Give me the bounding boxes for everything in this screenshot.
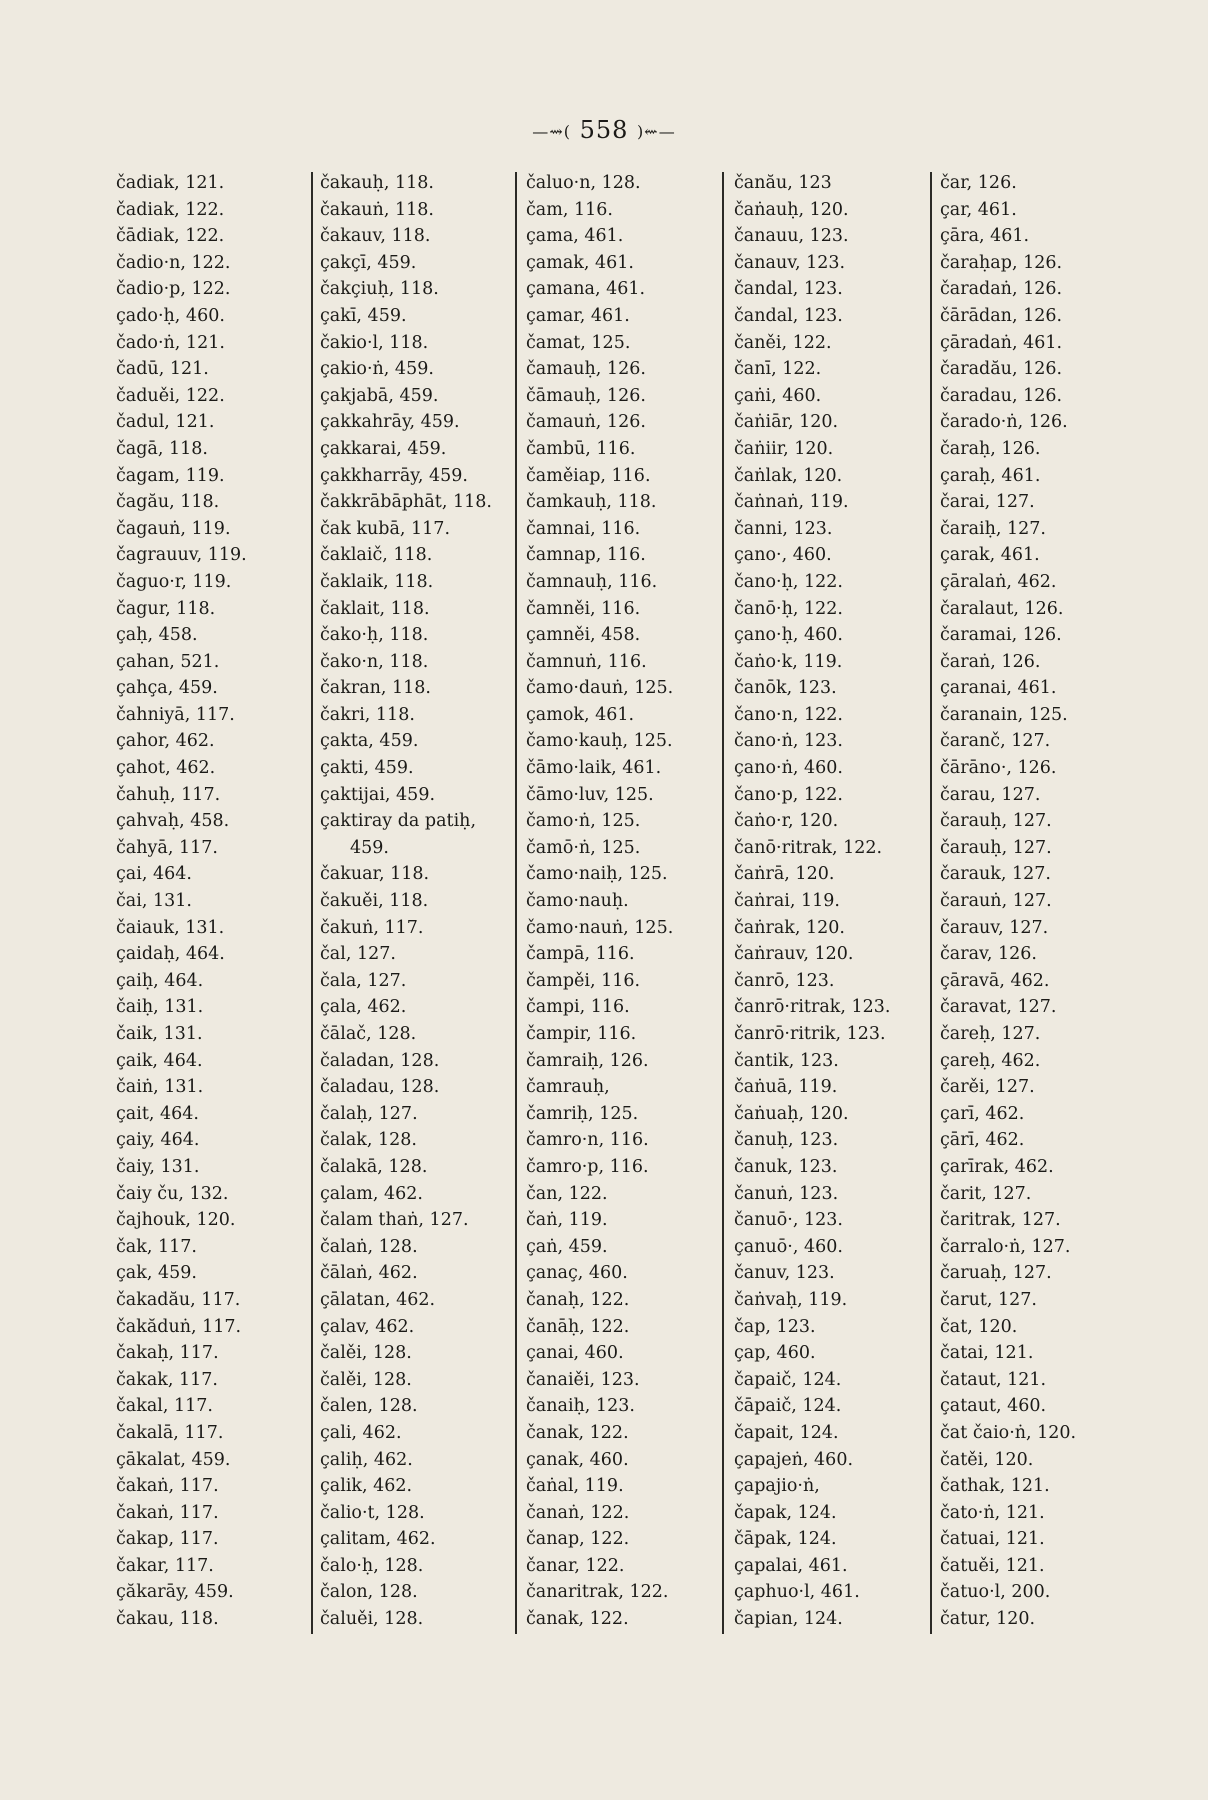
index-entry: čanōk, 123. [734, 678, 837, 699]
index-entry: čaguo·r, 119. [116, 571, 232, 592]
index-entry: çanak, 460. [526, 1449, 629, 1470]
index-entry: çāradaṅ, 461. [940, 332, 1063, 353]
index-entry: čanrō·ritrik, 123. [734, 1024, 886, 1044]
index-entry: čatěi, 120. [940, 1449, 1034, 1470]
index-entry: čatuai, 121. [940, 1529, 1045, 1550]
index-entry: çalav, 462. [320, 1316, 415, 1337]
index-entry: čāmauḥ, 126. [526, 385, 646, 406]
index-entry: čakio·l, 118. [320, 332, 429, 353]
index-entry: čaradau, 126. [940, 385, 1063, 406]
index-entry: čarěi, 127. [940, 1077, 1035, 1098]
index-entry: çahça, 459. [116, 678, 218, 699]
index-entry: čak, 117. [116, 1236, 197, 1257]
index-entry: çanai, 460. [526, 1343, 624, 1364]
index-entry: čatur, 120. [940, 1609, 1036, 1630]
index-entry: çak, 459. [116, 1263, 197, 1284]
index-entry: čaklaik, 118. [320, 571, 434, 592]
index-entry: čalěi, 128. [320, 1369, 412, 1390]
index-entry: čaritrak, 127. [940, 1210, 1061, 1231]
index-entry: čakran, 118. [320, 678, 431, 699]
index-entry: čalam thaṅ, 127. [320, 1210, 469, 1231]
index-entry: čaluěi, 128. [320, 1609, 424, 1630]
index-entry: çaiḥ, 464. [116, 970, 204, 991]
index-entry: čahyā, 117. [116, 837, 218, 858]
index-entry: čadul, 121. [116, 412, 215, 433]
right-ornament: )⇜— [637, 122, 676, 141]
index-column-4 [734, 170, 890, 1633]
index-entry: çāralaṅ, 462. [940, 571, 1057, 592]
index-entry: čaṅ, 119. [526, 1210, 608, 1231]
index-entry: čarauḥ, 127. [940, 837, 1052, 858]
index-entry: čaṅnaṅ, 119. [734, 492, 849, 513]
index-entry: čareḥ, 127. [940, 1024, 1041, 1044]
index-entry: çāra, 461. [940, 226, 1030, 247]
index-entry: čano·n, 122. [734, 704, 843, 725]
index-entry: čarado·ṅ, 126. [940, 412, 1068, 433]
index-entry: čaṅauḥ, 120. [734, 199, 849, 220]
index-entry: çālatan, 462. [320, 1289, 436, 1310]
index-entry: čalio·t, 128. [320, 1502, 425, 1523]
index-entry: čaklaič, 118. [320, 545, 433, 566]
index-entry: čano·p, 122. [734, 784, 843, 805]
index-entry: çahvaḥ, 458. [116, 811, 230, 832]
index-entry: čantik, 123. [734, 1050, 839, 1071]
index-entry: čamo·dauṅ, 125. [526, 678, 674, 699]
index-entry: čamkauḥ, 118. [526, 492, 657, 513]
index-entry: çakçī, 459. [320, 252, 417, 273]
index-entry: čanuḥ, 123. [734, 1130, 839, 1151]
index-entry: çano·ḥ, 460. [734, 625, 843, 646]
index-entry: čādiak, 122. [116, 226, 225, 247]
index-entry: čarit, 127. [940, 1183, 1032, 1204]
index-entry: čakuṅ, 117. [320, 917, 424, 938]
index-entry: čakaṅ, 117. [116, 1476, 219, 1497]
index-entry: čakap, 117. [116, 1529, 219, 1550]
index-entry: çamar, 461. [526, 305, 630, 326]
index-entry: čamō·ṅ, 125. [526, 837, 641, 858]
index-entry: čāpaič, 124. [734, 1396, 842, 1417]
index-entry: čandal, 123. [734, 305, 843, 326]
index-entry: čaṅrauv, 120. [734, 944, 854, 965]
index-entry: čarralo·ṅ, 127. [940, 1236, 1071, 1257]
index-entry: čagău, 118. [116, 492, 220, 513]
index-entry: čamro·n, 116. [526, 1130, 649, 1151]
index-entry: čaṅuaḥ, 120. [734, 1103, 849, 1124]
index-entry: čarut, 127. [940, 1289, 1037, 1310]
index-entry: çakti, 459. [320, 758, 414, 779]
index-entry: čālač, 128. [320, 1024, 417, 1044]
index-entry: čamnauḥ, 116. [526, 571, 658, 592]
index-entry: čalaṅ, 128. [320, 1236, 418, 1257]
index-entry: čakauḥ, 118. [320, 173, 434, 193]
index-entry: çāravā, 462. [940, 970, 1050, 991]
index-entry: čanrō, 123. [734, 970, 835, 991]
index-entry: čaṅo·k, 119. [734, 651, 843, 672]
index-entry: čalen, 128. [320, 1396, 418, 1417]
index-entry: čaravat, 127. [940, 997, 1057, 1018]
index-entry: çamana, 461. [526, 279, 646, 300]
index-entry: čaradău, 126. [940, 359, 1063, 380]
index-entry: čamněi, 116. [526, 598, 641, 619]
index-entry: čapait, 124. [734, 1422, 839, 1443]
index-entry: čamo·ṅ, 125. [526, 811, 641, 832]
index-entry: çaranai, 461. [940, 678, 1057, 699]
index-entry: čaranain, 125. [940, 704, 1068, 725]
index-entry: čalakā, 128. [320, 1156, 428, 1177]
index-entry: čaluo·n, 128. [526, 173, 641, 193]
index-entry: çapalai, 461. [734, 1555, 848, 1576]
page-header [0, 116, 1208, 144]
index-entry: čagauṅ, 119. [116, 518, 231, 539]
index-entry: čatai, 121. [940, 1343, 1034, 1364]
index-entry: čaiy, 131. [116, 1156, 200, 1177]
index-entry: čampi, 116. [526, 997, 630, 1018]
index-entry: čaṅiir, 120. [734, 438, 834, 459]
index-entry: čakauṅ, 118. [320, 199, 434, 220]
index-entry: čaněi, 122. [734, 332, 832, 353]
index-entry: çataut, 460. [940, 1396, 1047, 1417]
index-entry: çakkharrāy, 459. [320, 465, 468, 486]
index-entry: čanap, 122. [526, 1529, 630, 1550]
index-entry: čaradaṅ, 126. [940, 279, 1063, 300]
index-entry: čamrauḥ, [526, 1077, 610, 1098]
index-entry: čaraṅ, 126. [940, 651, 1041, 672]
index-entry: çapajeṅ, 460. [734, 1449, 854, 1470]
column-divider [311, 172, 313, 1634]
column-divider [722, 172, 724, 1634]
index-entry: čanni, 123. [734, 518, 833, 539]
index-entry: čakar, 117. [116, 1555, 214, 1576]
index-entry: čanar, 122. [526, 1555, 625, 1576]
index-entry: çamok, 461. [526, 704, 635, 725]
index-entry: čaduěi, 122. [116, 385, 225, 406]
index-entry: čadiak, 121. [116, 173, 225, 193]
index-entry: çăkarāy, 459. [116, 1582, 234, 1603]
index-entry: čanaiḥ, 123. [526, 1396, 635, 1417]
index-entry: čagrauuv, 119. [116, 545, 247, 566]
index-entry: čamo·naiḥ, 125. [526, 864, 668, 885]
index-entry: čalo·ḥ, 128. [320, 1555, 424, 1576]
index-column-1 [116, 170, 247, 1633]
index-entry: čak kubā, 117. [320, 518, 451, 539]
index-entry: čagā, 118. [116, 438, 208, 459]
index-entry: čajhouk, 120. [116, 1210, 236, 1231]
index-entry: çakjabā, 459. [320, 385, 439, 406]
index-entry: çar, 461. [940, 199, 1017, 220]
index-entry: čāmo·laik, 461. [526, 758, 662, 779]
index-entry: 459. [350, 837, 389, 858]
index-entry: čamraiḥ, 126. [526, 1050, 649, 1071]
index-entry: čanauu, 123. [734, 226, 849, 247]
index-entry: çaliḥ, 462. [320, 1449, 413, 1470]
index-entry: čathak, 121. [940, 1476, 1050, 1497]
index-column-3 [526, 170, 673, 1633]
index-entry: čaladau, 128. [320, 1077, 440, 1098]
index-entry: čaiy ču, 132. [116, 1183, 229, 1204]
index-entry: čamnuṅ, 116. [526, 651, 647, 672]
index-entry: çanuō·, 460. [734, 1236, 843, 1257]
index-entry: čanuv, 123. [734, 1263, 835, 1284]
index-entry: čamo·kauḥ, 125. [526, 731, 673, 752]
index-entry: čako·n, 118. [320, 651, 429, 672]
index-entry: čanuō·, 123. [734, 1210, 843, 1231]
index-entry: çahan, 521. [116, 651, 220, 672]
index-entry: çait, 464. [116, 1103, 199, 1124]
index-entry: çaktijai, 459. [320, 784, 436, 805]
index-entry: čakadău, 117. [116, 1289, 241, 1310]
index-entry: çakī, 459. [320, 305, 407, 326]
index-entry: čanuṅ, 123. [734, 1183, 839, 1204]
index-entry: čakçiuḥ, 118. [320, 279, 439, 300]
index-entry: čaiṅ, 131. [116, 1077, 204, 1098]
index-entry: çahor, 462. [116, 731, 215, 752]
index-entry: čai, 131. [116, 891, 192, 912]
index-entry: čāmo·luv, 125. [526, 784, 654, 805]
index-entry: čaṅuā, 119. [734, 1077, 838, 1098]
index-entry: čaraiḥ, 127. [940, 518, 1046, 539]
index-entry: čaranč, 127. [940, 731, 1051, 752]
index-entry: čampir, 116. [526, 1024, 637, 1044]
index-entry: çarī, 462. [940, 1103, 1025, 1124]
index-entry: çakkarai, 459. [320, 438, 447, 459]
index-entry: čaṅrai, 119. [734, 891, 840, 912]
index-entry: čadū, 121. [116, 359, 209, 380]
index-entry: čadio·n, 122. [116, 252, 231, 273]
index-entry: çaidaḥ, 464. [116, 944, 225, 965]
index-entry: čanō·ritrak, 122. [734, 837, 883, 858]
index-entry: çaḥ, 458. [116, 625, 198, 646]
index-entry: çai, 464. [116, 864, 192, 885]
index-entry: čahuḥ, 117. [116, 784, 221, 805]
index-entry: čanaṅ, 122. [526, 1502, 630, 1523]
index-entry: čam, 116. [526, 199, 613, 220]
index-entry: çala, 462. [320, 997, 407, 1018]
index-entry: čaralaut, 126. [940, 598, 1064, 619]
index-entry: čan, 122. [526, 1183, 608, 1204]
index-entry: čadiak, 122. [116, 199, 225, 220]
index-entry: čalěi, 128. [320, 1343, 412, 1364]
index-entry: çārī, 462. [940, 1130, 1025, 1151]
index-entry: čaṅvaḥ, 119. [734, 1289, 848, 1310]
index-entry: čaṅrak, 120. [734, 917, 845, 938]
index-entry: čakalā, 117. [116, 1422, 224, 1443]
index-entry: çareḥ, 462. [940, 1050, 1041, 1071]
index-entry: čakau, 118. [116, 1609, 219, 1630]
column-divider [930, 172, 932, 1634]
index-entry: čakkrābāphāt, 118. [320, 492, 492, 513]
index-entry: çaṅi, 460. [734, 385, 822, 406]
index-entry: čagam, 119. [116, 465, 225, 486]
index-entry: čaraḥ, 126. [940, 438, 1041, 459]
index-entry: čakuěi, 118. [320, 891, 429, 912]
index-entry: čalak, 128. [320, 1130, 417, 1151]
index-entry: čar, 126. [940, 173, 1017, 193]
index-entry: čālaṅ, 462. [320, 1263, 418, 1284]
index-entry: čako·ḥ, 118. [320, 625, 429, 646]
index-entry: čato·ṅ, 121. [940, 1502, 1045, 1523]
index-entry: çarak, 461. [940, 545, 1040, 566]
index-entry: čamro·p, 116. [526, 1156, 649, 1177]
index-entry: čambū, 116. [526, 438, 636, 459]
index-entry: čamo·nauṅ, 125. [526, 917, 674, 938]
index-entry: čahniyā, 117. [116, 704, 235, 725]
index-entry: čandal, 123. [734, 279, 843, 300]
index-column-5 [940, 170, 1076, 1633]
index-entry: çano·ṅ, 460. [734, 758, 843, 779]
index-entry: čakuar, 118. [320, 864, 430, 885]
index-entry: čakăduṅ, 117. [116, 1316, 242, 1337]
index-entry: čaraḥap, 126. [940, 252, 1063, 273]
index-entry: çakta, 459. [320, 731, 419, 752]
index-entry: çaṅ, 459. [526, 1236, 608, 1257]
index-entry: čaṅrā, 120. [734, 864, 835, 885]
index-entry: čala, 127. [320, 970, 407, 991]
index-entry: čano·ṅ, 123. [734, 731, 843, 752]
index-entry: çarīrak, 462. [940, 1156, 1054, 1177]
index-entry: čārāno·, 126. [940, 758, 1057, 779]
index-entry: čanaiěi, 123. [526, 1369, 640, 1390]
index-entry: čat čaio·ṅ, 120. [940, 1422, 1077, 1443]
index-entry: čaṅiār, 120. [734, 412, 839, 433]
index-entry: čanak, 122. [526, 1609, 629, 1630]
index-entry: čaklait, 118. [320, 598, 430, 619]
index-entry: čapian, 124. [734, 1609, 843, 1630]
index-entry: çanaç, 460. [526, 1263, 628, 1284]
index-entry: čaměiap, 116. [526, 465, 651, 486]
column-divider [515, 172, 517, 1634]
index-entry: çalik, 462. [320, 1476, 413, 1497]
index-entry: čanuk, 123. [734, 1156, 838, 1177]
index-entry: čakri, 118. [320, 704, 415, 725]
index-entry: čaiḥ, 131. [116, 997, 204, 1018]
index-entry: čampěi, 116. [526, 970, 641, 991]
index-entry: çākalat, 459. [116, 1449, 231, 1470]
index-entry: čal, 127. [320, 944, 396, 965]
index-entry: çapajio·ṅ, [734, 1476, 820, 1497]
index-entry: čakal, 117. [116, 1396, 213, 1417]
index-entry: čamauṅ, 126. [526, 412, 646, 433]
index-entry: çaik, 464. [116, 1050, 203, 1071]
index-entry: čakaṅ, 117. [116, 1502, 219, 1523]
page-number: 558 [579, 116, 629, 144]
index-entry: čarav, 126. [940, 944, 1037, 965]
index-column-2 [320, 170, 492, 1633]
index-entry: čapaič, 124. [734, 1369, 842, 1390]
index-entry: čapak, 124. [734, 1502, 837, 1523]
index-entry: čatuěi, 121. [940, 1555, 1045, 1576]
index-entry: čāpak, 124. [734, 1529, 837, 1550]
index-entry: çalam, 462. [320, 1183, 423, 1204]
left-ornament: —⇝( [532, 122, 571, 141]
index-entry: čarauṅ, 127. [940, 891, 1052, 912]
index-entry: čanō·ḥ, 122. [734, 598, 843, 619]
index-entry: čanău, 123 [734, 173, 832, 193]
index-entry: čarauk, 127. [940, 864, 1051, 885]
index-entry: čat, 120. [940, 1316, 1018, 1337]
index-entry: čanaritrak, 122. [526, 1582, 669, 1603]
index-entry: čaṅo·r, 120. [734, 811, 839, 832]
index-entry: čagur, 118. [116, 598, 216, 619]
index-entry: čakak, 117. [116, 1369, 218, 1390]
index-entry: çahot, 462. [116, 758, 216, 779]
index-entry: çaktiray da patiḥ, [320, 811, 477, 832]
index-entry: čatuo·l, 200. [940, 1582, 1051, 1603]
index-entry: çalitam, 462. [320, 1529, 436, 1550]
index-entry: çamněi, 458. [526, 625, 641, 646]
index-entry: čanak, 122. [526, 1422, 629, 1443]
index-entry: çamak, 461. [526, 252, 634, 273]
index-entry: čarauḥ, 127. [940, 811, 1052, 832]
index-entry: čadio·p, 122. [116, 279, 231, 300]
index-entry: čano·ḥ, 122. [734, 571, 843, 592]
index-entry: çano·, 460. [734, 545, 832, 566]
index-entry: čaiauk, 131. [116, 917, 225, 938]
index-entry: čaṅlak, 120. [734, 465, 843, 486]
index-entry: čanāḥ, 122. [526, 1316, 630, 1337]
index-entry: čaṅal, 119. [526, 1476, 624, 1497]
index-entry: čaramai, 126. [940, 625, 1062, 646]
index-entry: čamriḥ, 125. [526, 1103, 639, 1124]
index-entry: čārādan, 126. [940, 305, 1063, 326]
index-entry: čaladan, 128. [320, 1050, 440, 1071]
index-entry: čanrō·ritrak, 123. [734, 997, 891, 1018]
index-entry: čakaḥ, 117. [116, 1343, 219, 1364]
index-entry: čanauv, 123. [734, 252, 846, 273]
index-entry: čaik, 131. [116, 1024, 203, 1044]
index-entry: čarauv, 127. [940, 917, 1049, 938]
index-entry: čamat, 125. [526, 332, 631, 353]
index-entry: čalon, 128. [320, 1582, 418, 1603]
index-entry: çama, 461. [526, 226, 624, 247]
index-entry: čalaḥ, 127. [320, 1103, 418, 1124]
index-entry: čado·ṅ, 121. [116, 332, 225, 353]
index-entry: čampā, 116. [526, 944, 635, 965]
index-entry: čamo·nauḥ. [526, 891, 629, 912]
index-entry: čarai, 127. [940, 492, 1035, 513]
index-entry: čap, 123. [734, 1316, 816, 1337]
index-entry: čaruaḥ, 127. [940, 1263, 1052, 1284]
index-entry: çakkahrāy, 459. [320, 412, 460, 433]
index-entry: čanaḥ, 122. [526, 1289, 630, 1310]
index-entry: çado·ḥ, 460. [116, 305, 225, 326]
index-entry: çakio·ṅ, 459. [320, 359, 434, 380]
index-entry: çali, 462. [320, 1422, 402, 1443]
index-entry: čarau, 127. [940, 784, 1041, 805]
index-entry: çaraḥ, 461. [940, 465, 1041, 486]
index-entry: čakauv, 118. [320, 226, 431, 247]
index-entry: çap, 460. [734, 1343, 816, 1364]
index-entry: çaiy, 464. [116, 1130, 200, 1151]
index-entry: čataut, 121. [940, 1369, 1047, 1390]
index-entry: čanī, 122. [734, 359, 822, 380]
index-entry: çaphuo·l, 461. [734, 1582, 860, 1603]
index-entry: čamauḥ, 126. [526, 359, 646, 380]
index-entry: čamnap, 116. [526, 545, 646, 566]
index-entry: čamnai, 116. [526, 518, 641, 539]
